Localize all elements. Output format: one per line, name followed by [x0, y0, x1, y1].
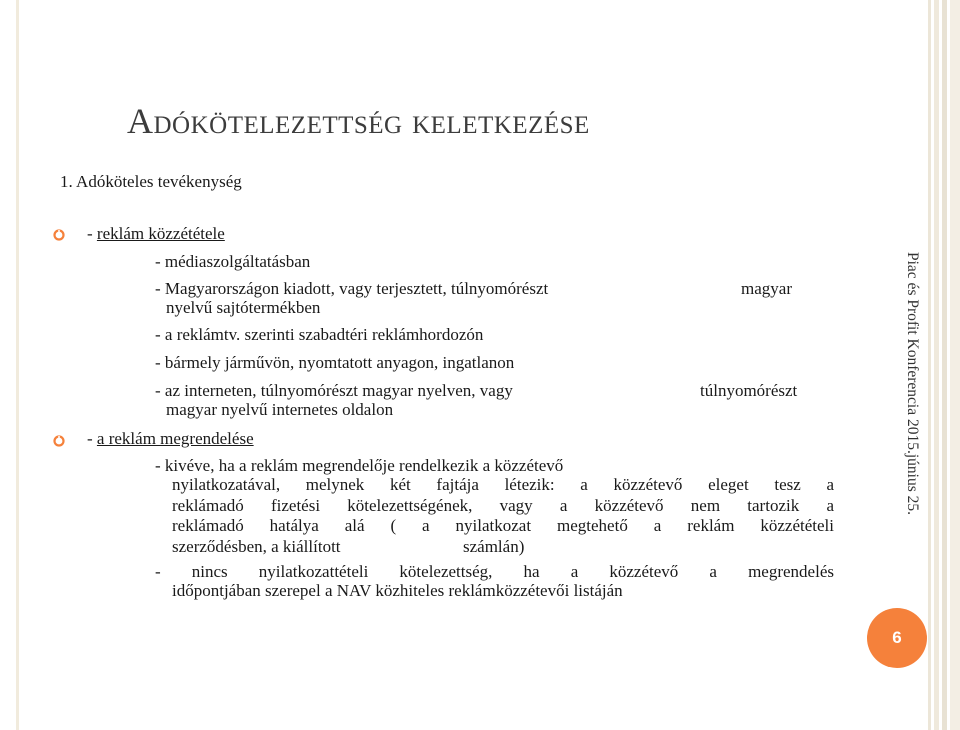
paragraph-line: számlán) — [463, 537, 525, 556]
bullet-reklam-kozzetetele — [87, 223, 225, 245]
page-number-badge — [867, 608, 927, 668]
right-decor-stripe — [942, 0, 947, 730]
paragraph-line: - nincs nyilatkozattételi kötelezettség, ha a közzétevő a megrendelés — [155, 562, 834, 581]
list-item-continuation: nyelvű sajtótermékben — [166, 298, 321, 317]
paragraph-line: reklámadó fizetési kötelezettségének, vagy a közzétevő nem tartozik a — [172, 495, 834, 515]
right-decor-stripe — [928, 0, 931, 730]
list-item: - kivéve, ha a reklám megrendelője rendelkezik a közzétevő — [155, 456, 564, 475]
list-item: - médiaszolgáltatásban — [155, 252, 311, 271]
bullet-dash: - — [87, 224, 97, 243]
bullet-reklam-megrendelese — [87, 428, 254, 450]
paragraph-line: nyilatkozatával, melynek két fajtája létezik: a közzétevő eleget tesz a — [172, 475, 834, 494]
paragraph-line: szerződésben, a kiállított — [172, 537, 341, 556]
list-item-continuation: magyar — [741, 279, 792, 298]
list-item-paragraph — [172, 475, 834, 537]
list-item-continuation: túlnyomórészt — [700, 381, 798, 400]
list-item: - Magyarországon kiadott, vagy terjesztett, túlnyomórészt — [155, 279, 549, 298]
list-item: - bármely járművön, nyomtatott anyagon, ingatlanon — [155, 353, 515, 372]
bullet-dash: - — [87, 429, 97, 448]
list-item: - az interneten, túlnyomórészt magyar nyelven, vagy — [155, 381, 513, 400]
slide-title: Adókötelezettség keletkezése — [127, 101, 590, 141]
ring-bullet-icon — [52, 228, 66, 242]
page-number: 6 — [892, 628, 902, 647]
right-decor-stripe — [950, 0, 960, 730]
bullet-label: reklám közzététele — [96, 224, 225, 243]
paragraph-line: reklámadó hatálya alá ( a nyilatkozat megtehető a reklám közzétételi — [172, 516, 834, 535]
list-item-continuation: magyar nyelvű internetes oldalon — [166, 400, 394, 419]
list-item: - a reklámtv. szerinti szabadtéri reklámhordozón — [155, 325, 484, 344]
bullet-label: a reklám megrendelése — [96, 429, 254, 448]
ring-bullet-icon — [52, 434, 66, 448]
conference-caption: Piac és Profit Konferencia 2015.június 25. — [904, 252, 921, 516]
section-heading: 1. Adóköteles tevékenység — [60, 172, 242, 191]
right-decor-stripe — [934, 0, 939, 730]
left-decor-stripe — [16, 0, 19, 730]
paragraph-line: időpontjában szerepel a NAV közhiteles reklámközzétevői listáján — [172, 581, 623, 600]
